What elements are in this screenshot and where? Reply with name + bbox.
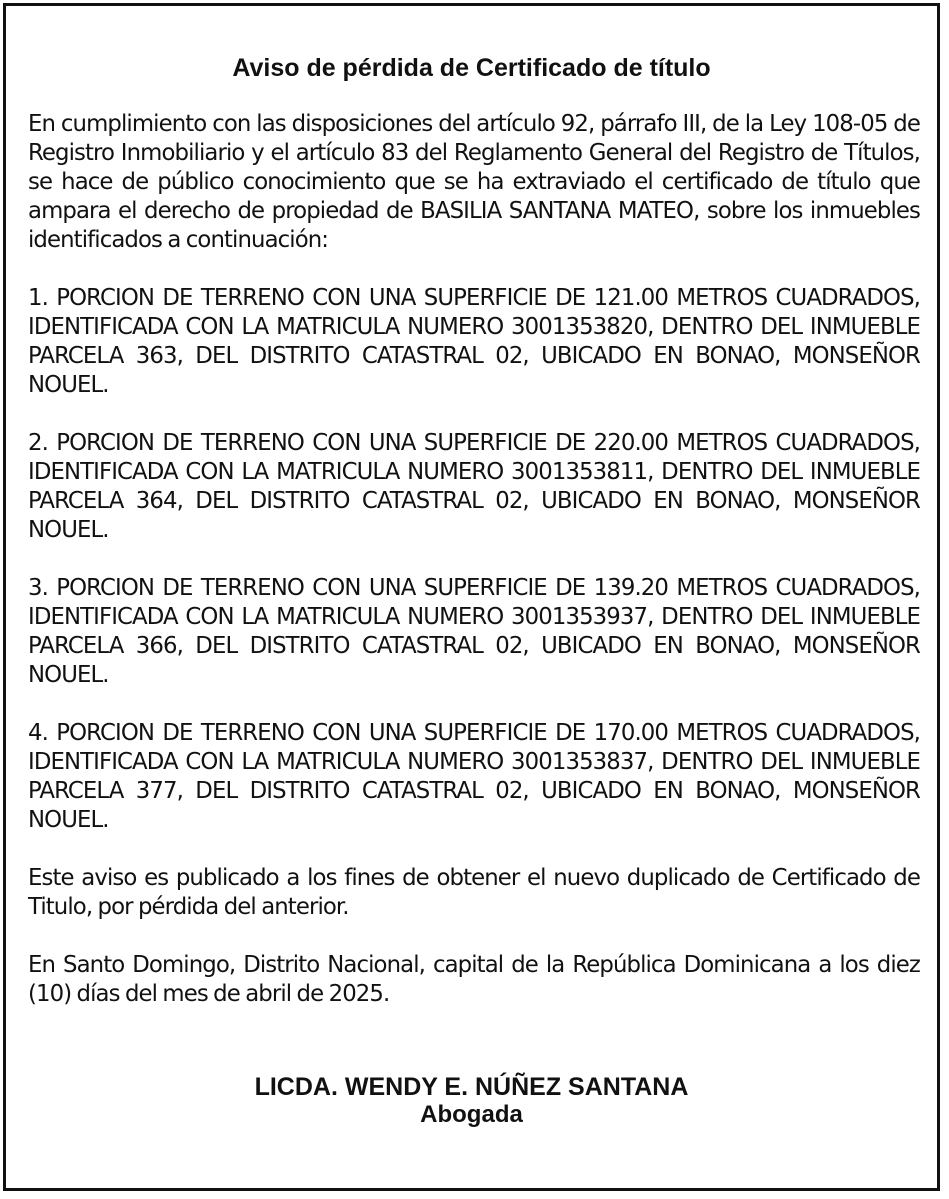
notice-frame — [3, 3, 940, 1191]
purpose-paragraph: Este aviso es publicado a los fines de obtener el nuevo duplicado de Certificado de Titulo, por pérdida del anterior. — [28, 865, 920, 920]
property-item-3: 3. PORCION DE TERRENO CON UNA SUPERFICIE DE 139.20 METROS CUADRADOS, IDENTIFICADA CON LA MATRICULA NUMERO 3001353937, DENTRO DEL INMUEBLE PARCELA 366, DEL DISTRITO CATASTRAL 02, UBICADO EN BONAO, MONSEÑOR NOUEL. — [28, 575, 920, 688]
notice-body — [28, 110, 920, 1038]
intro-paragraph: En cumplimiento con las disposiciones del artículo 92, párrafo III, de la Ley 108-05 de Registro Inmobiliario y el artículo 83 del Reglamento General del Registro de Títulos, se hace de público conocimiento que se ha extraviado el certificado de título que ampara el derecho de propiedad de BASILIA SANTANA MATEO, sobre los inmuebles identificados a continuación: — [28, 111, 920, 253]
property-item-1: 1. PORCION DE TERRENO CON UNA SUPERFICIE DE 121.00 METROS CUADRADOS, IDENTIFICADA CON LA MATRICULA NUMERO 3001353820, DENTRO DEL INMUEBLE PARCELA 363, DEL DISTRITO CATASTRAL 02, UBICADO EN BONAO, MONSEÑOR NOUEL. — [28, 285, 920, 398]
signature-block — [6, 1074, 937, 1128]
property-item-2: 2. PORCION DE TERRENO CON UNA SUPERFICIE DE 220.00 METROS CUADRADOS, IDENTIFICADA CON LA MATRICULA NUMERO 3001353811, DENTRO DEL INMUEBLE PARCELA 364, DEL DISTRITO CATASTRAL 02, UBICADO EN BONAO, MONSEÑOR NOUEL. — [28, 430, 920, 543]
signatory-role: Abogada — [420, 1101, 523, 1128]
notice-title: Aviso de pérdida de Certificado de título — [232, 54, 711, 82]
signatory-name: LICDA. WENDY E. NÚÑEZ SANTANA — [254, 1073, 689, 1101]
place-date-paragraph: En Santo Domingo, Distrito Nacional, capital de la República Dominicana a los diez (10) días del mes de abril de 2025. — [28, 952, 920, 1007]
property-item-4: 4. PORCION DE TERRENO CON UNA SUPERFICIE DE 170.00 METROS CUADRADOS, IDENTIFICADA CON LA MATRICULA NUMERO 3001353837, DENTRO DEL INMUEBLE PARCELA 377, DEL DISTRITO CATASTRAL 02, UBICADO EN BONAO, MONSEÑOR NOUEL. — [28, 720, 920, 833]
